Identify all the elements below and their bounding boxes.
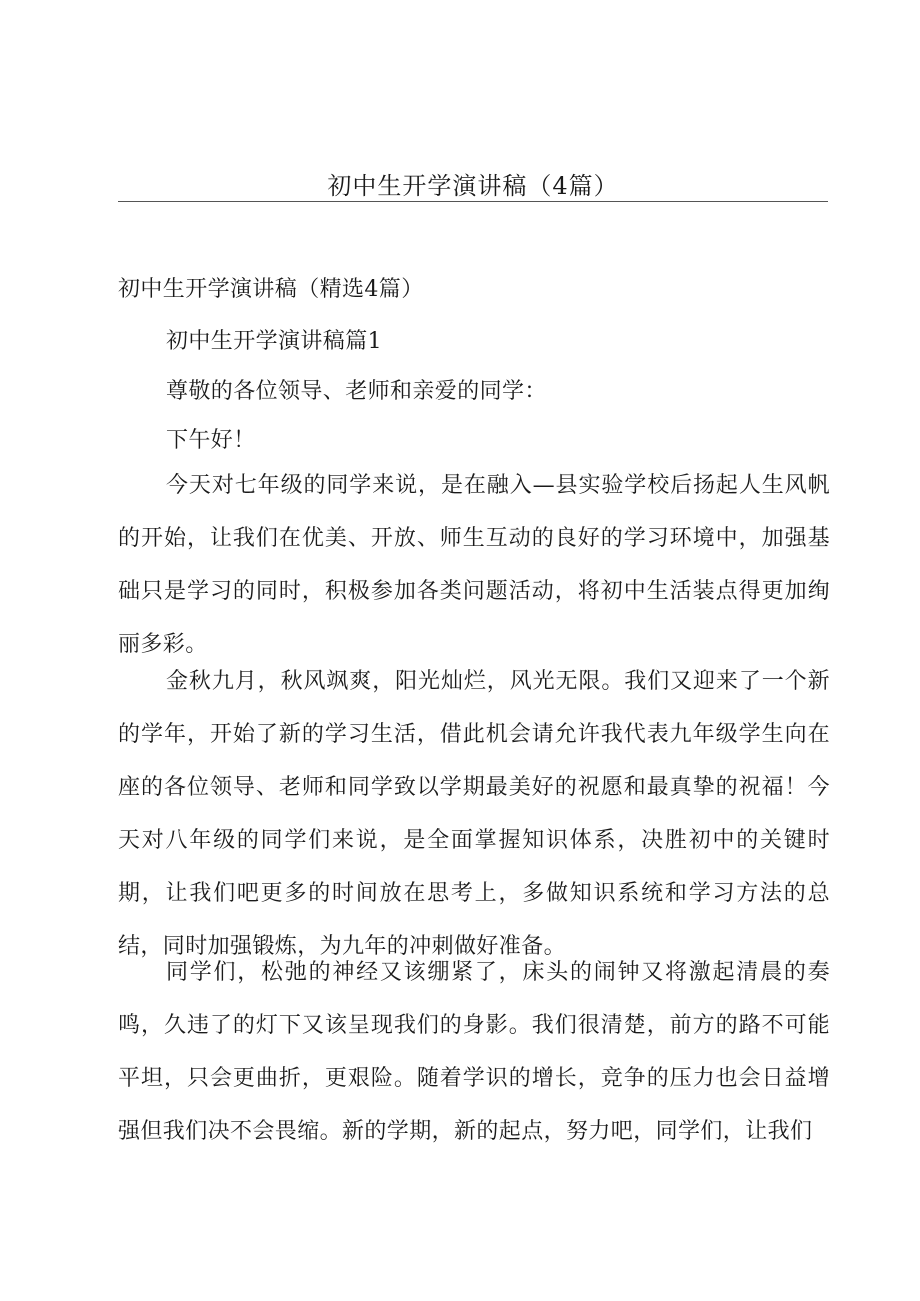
speech-greeting: 尊敬的各位领导、老师和亲爱的同学： xyxy=(166,379,547,404)
title-divider xyxy=(118,201,828,202)
document-title: 初中生开学演讲稿（4篇） xyxy=(327,172,619,200)
body-paragraph: 金秋九月，秋风飒爽，阳光灿烂，风光无限。我们又迎来了一个新的学年，开始了新的学习生活，借此机会请允许我代表九年级学生向在座的各位领导、老师和同学致以学期最美好的祝愿和最真挚的祝福！今天对八年级的同学们来说，是全面掌握知识体系，决胜初中的关键时期，让我们吧更多的时间放在思考上，多做知识系统和学习方法的总结，同时加强锻炼，为九年的冲刺做好准备。 xyxy=(118,669,830,959)
speech-salutation: 下午好！ xyxy=(166,428,256,453)
document-subtitle: 初中生开学演讲稿（精选4篇） xyxy=(118,277,424,302)
body-paragraph: 今天对七年级的同学来说，是在融入—县实验学校后扬起人生风帆的开始，让我们在优美、开放、师生互动的良好的学习环境中，加强基础只是学习的同时，积极参加各类问题活动，将初中生活装点得更加绚丽多彩。 xyxy=(118,473,830,657)
body-paragraph: 同学们，松弛的神经又该绷紧了，床头的闹钟又将激起清晨的奏鸣，久违了的灯下又该呈现我们的身影。我们很清楚，前方的路不可能平坦，只会更曲折，更艰险。随着学识的增长，竞争的压力也会日益增强但我们决不会畏缩。新的学期，新的起点，努力吧，同学们，让我们 xyxy=(118,960,830,1144)
section-heading: 初中生开学演讲稿篇1 xyxy=(166,329,382,354)
